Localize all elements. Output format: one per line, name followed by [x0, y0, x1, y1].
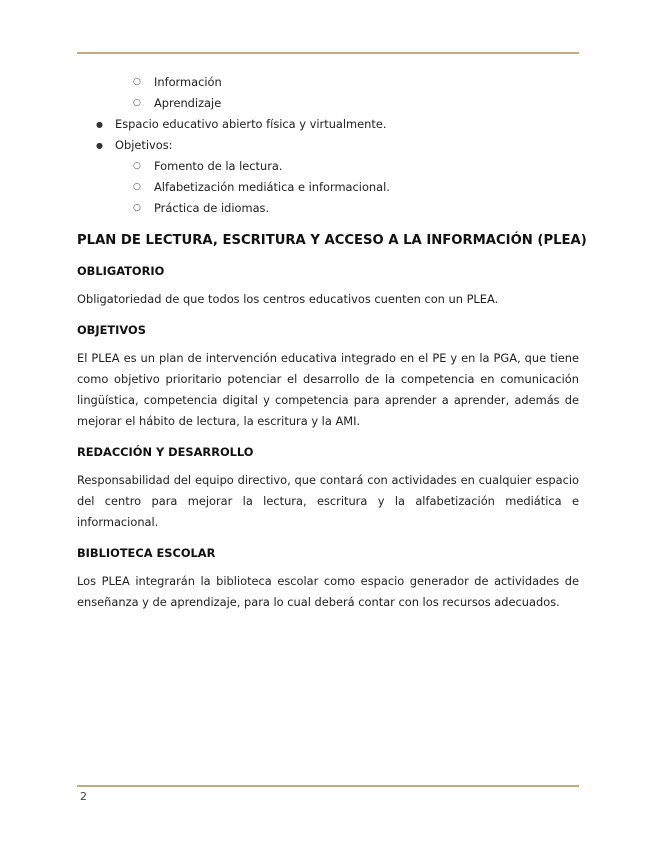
section-heading-biblioteca: BIBLIOTECA ESCOLAR [77, 546, 216, 560]
list-item: ○ Aprendizaje [77, 93, 579, 114]
list-item: ○ Fomento de la lectura. [77, 156, 579, 177]
section-text-objetivos: El PLEA es un plan de intervención educativa integrado en el PE y en la PGA, que tiene como objetivo prioritario potenciar el desarrollo de la competencia en comunicación lingüística, competencia digital y competencia para aprender a aprender, además de mejorar el hábito de lectura, la escritura y la AMI. [77, 351, 579, 428]
list-item: ● Espacio educativo abierto física y virtualmente. [77, 114, 579, 135]
section-text-redaccion: Responsabilidad del equipo directivo, que contará con actividades en cualquier espacio del centro para mejorar la lectura, escritura y la alfabetización mediática e informacional. [77, 473, 579, 529]
list-item: ● Objetivos: [77, 135, 579, 156]
main-list [77, 114, 579, 156]
section-heading-redaccion: REDACCIÓN Y DESARROLLO [77, 445, 254, 459]
list-item: ○ Alfabetización mediática e informacional. [77, 177, 579, 198]
section-text-biblioteca: Los PLEA integrarán la biblioteca escolar como espacio generador de actividades de enseñanza y de aprendizaje, para lo cual deberá contar con los recursos adecuados. [77, 574, 579, 609]
section-heading-objetivos: OBJETIVOS [77, 323, 146, 337]
main-heading: PLAN DE LECTURA, ESCRITURA Y ACCESO A LA INFORMACIÓN (PLEA) [77, 233, 587, 248]
header-rule [77, 52, 579, 54]
list-item: ○ Práctica de idiomas. [77, 198, 579, 219]
list-item: ○ Información [77, 72, 579, 93]
sub-list-objectives [77, 156, 579, 219]
section-heading-obligatorio: OBLIGATORIO [77, 264, 165, 278]
sub-list-info [77, 72, 579, 114]
footer-rule [77, 785, 579, 787]
page-number: 2 [80, 790, 87, 803]
document-body [77, 72, 587, 623]
section-text-obligatorio: Obligatoriedad de que todos los centros educativos cuenten con un PLEA. [77, 292, 499, 306]
